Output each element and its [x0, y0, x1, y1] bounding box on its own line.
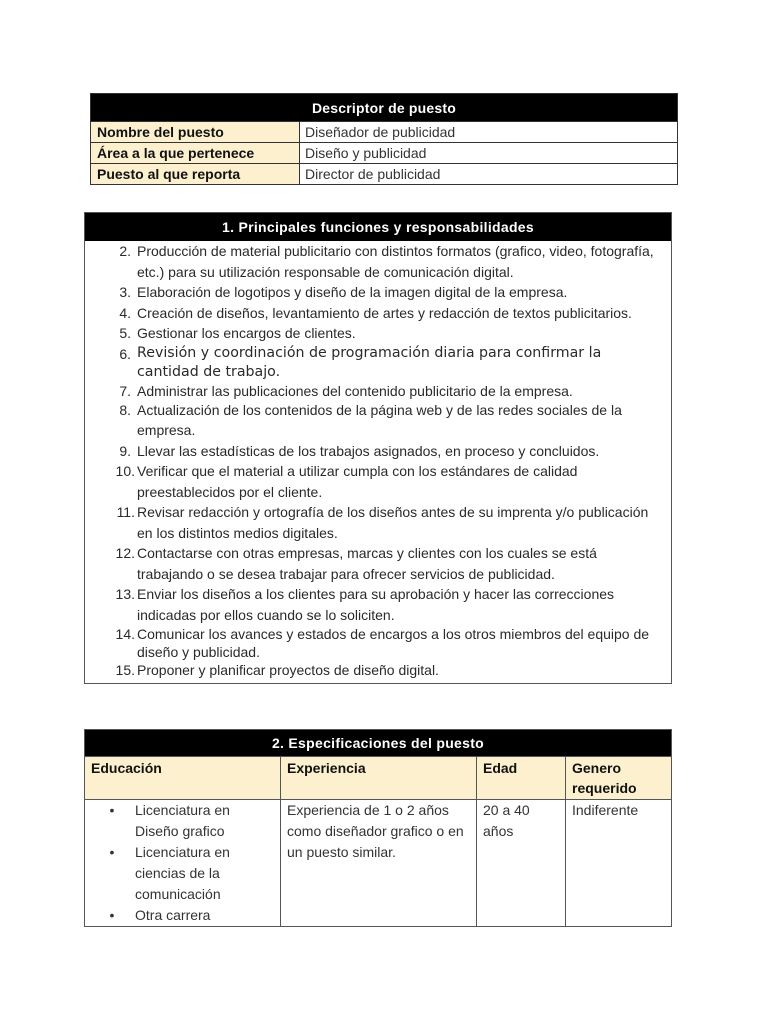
education-item: Licenciatura en ciencias de la comunicación: [135, 844, 230, 902]
column-header-education: Educación: [85, 757, 281, 800]
specs-title: 2. Especificaciones del puesto: [85, 730, 672, 757]
experience-cell: Experiencia de 1 o 2 años como diseñador grafico o en un puesto similar.: [281, 800, 477, 927]
education-cell: [85, 800, 281, 927]
list-item: [85, 282, 663, 303]
bullet-icon: •: [109, 802, 115, 818]
list-item: [85, 661, 663, 679]
descriptor-value: Diseño y publicidad: [300, 143, 678, 164]
functions-body: [85, 241, 672, 684]
list-item: [85, 241, 663, 282]
specs-table: [84, 729, 672, 927]
column-header-gender: Genero requerido: [566, 757, 672, 800]
list-item: [85, 400, 663, 441]
descriptor-row: [91, 143, 678, 164]
item-text: Actualización de los contenidos de la página web y de las redes sociales de la empresa.: [137, 401, 622, 438]
item-number: 3.: [119, 284, 131, 300]
list-item: [85, 905, 274, 926]
descriptor-label: Nombre del puesto: [91, 122, 300, 143]
column-header-age: Edad: [477, 757, 566, 800]
item-text: Revisión y coordinación de programación diaria para confirmar la cantidad de trabajo.: [137, 344, 602, 380]
item-number: 7.: [119, 382, 131, 399]
item-text: Llevar las estadísticas de los trabajos asignados, en proceso y concluidos.: [137, 442, 600, 459]
item-text: Verificar que el material a utilizar cumpla con los estándares de calidad preestablecidos por el cliente.: [137, 463, 578, 500]
list-item: [85, 303, 663, 324]
descriptor-label: Área a la que pertenece: [91, 143, 300, 164]
list-item: [85, 461, 663, 502]
column-header-experience: Experiencia: [281, 757, 477, 800]
item-text: Enviar los diseños a los clientes para su aprobación y hacer las correcciones indicadas por ellos cuando se lo soliciten.: [137, 586, 615, 623]
descriptor-value: Director de publicidad: [300, 164, 678, 185]
item-number: 15.: [115, 662, 135, 678]
functions-list: [85, 241, 663, 679]
list-item: [85, 842, 274, 905]
descriptor-row: [91, 122, 678, 143]
list-item: [85, 800, 274, 842]
bullet-icon: •: [109, 844, 115, 860]
item-text: Creación de diseños, levantamiento de artes y redacción de textos publicitarios.: [137, 304, 632, 321]
list-item: [85, 543, 663, 584]
item-number: 12.: [115, 545, 135, 561]
list-item: [85, 625, 663, 661]
descriptor-title: Descriptor de puesto: [91, 94, 678, 122]
descriptor-label: Puesto al que reporta: [91, 164, 300, 185]
descriptor-value: Diseñador de publicidad: [300, 122, 678, 143]
education-item: Otra carrera: [135, 907, 211, 923]
item-number: 14.: [115, 626, 135, 642]
item-number: 4.: [119, 304, 131, 321]
job-descriptor-table: [90, 93, 678, 185]
item-number: 11.: [116, 504, 135, 520]
item-text: Contactarse con otras empresas, marcas y clientes con los cuales se está trabajando o se desea trabajar para ofrecer servicios de publicidad.: [137, 545, 597, 582]
specs-row: [85, 800, 672, 927]
item-text: Comunicar los avances y estados de encargos a los otros miembros del equipo de diseño y publicidad.: [137, 626, 650, 660]
education-item: Licenciatura en Diseño grafico: [135, 802, 230, 839]
item-number: 8.: [119, 401, 131, 418]
gender-cell: Indiferente: [566, 800, 672, 927]
item-number: 9.: [119, 442, 131, 459]
item-text: Proponer y planificar proyectos de diseño digital.: [137, 662, 439, 678]
list-item: [85, 441, 663, 462]
bullet-icon: •: [109, 907, 115, 923]
education-list: [85, 800, 274, 926]
list-item: [85, 502, 663, 543]
list-item: [85, 344, 663, 382]
specs-header-row: [85, 757, 672, 800]
item-text: Producción de material publicitario con distintos formatos (grafico, video, fotografía, etc.) para su utilización responsable de comunicación digital.: [137, 243, 654, 280]
list-item: [85, 584, 663, 625]
item-text: Elaboración de logotipos y diseño de la imagen digital de la empresa.: [137, 284, 568, 300]
item-number: 5.: [119, 325, 131, 341]
list-item: [85, 323, 663, 344]
functions-title: 1. Principales funciones y responsabilidades: [85, 213, 672, 242]
item-text: Gestionar los encargos de clientes.: [137, 325, 356, 341]
item-number: 2.: [119, 243, 131, 259]
item-number: 10.: [115, 463, 135, 479]
functions-table: [84, 212, 672, 684]
item-number: 6.: [119, 345, 131, 362]
descriptor-row: [91, 164, 678, 185]
age-cell: 20 a 40 años: [477, 800, 566, 927]
item-text: Administrar las publicaciones del contenido publicitario de la empresa.: [137, 382, 573, 399]
list-item: [85, 382, 663, 400]
item-text: Revisar redacción y ortografía de los diseños antes de su imprenta y/o publicación en los distintos medios digitales.: [137, 504, 649, 541]
item-number: 13.: [115, 586, 135, 602]
